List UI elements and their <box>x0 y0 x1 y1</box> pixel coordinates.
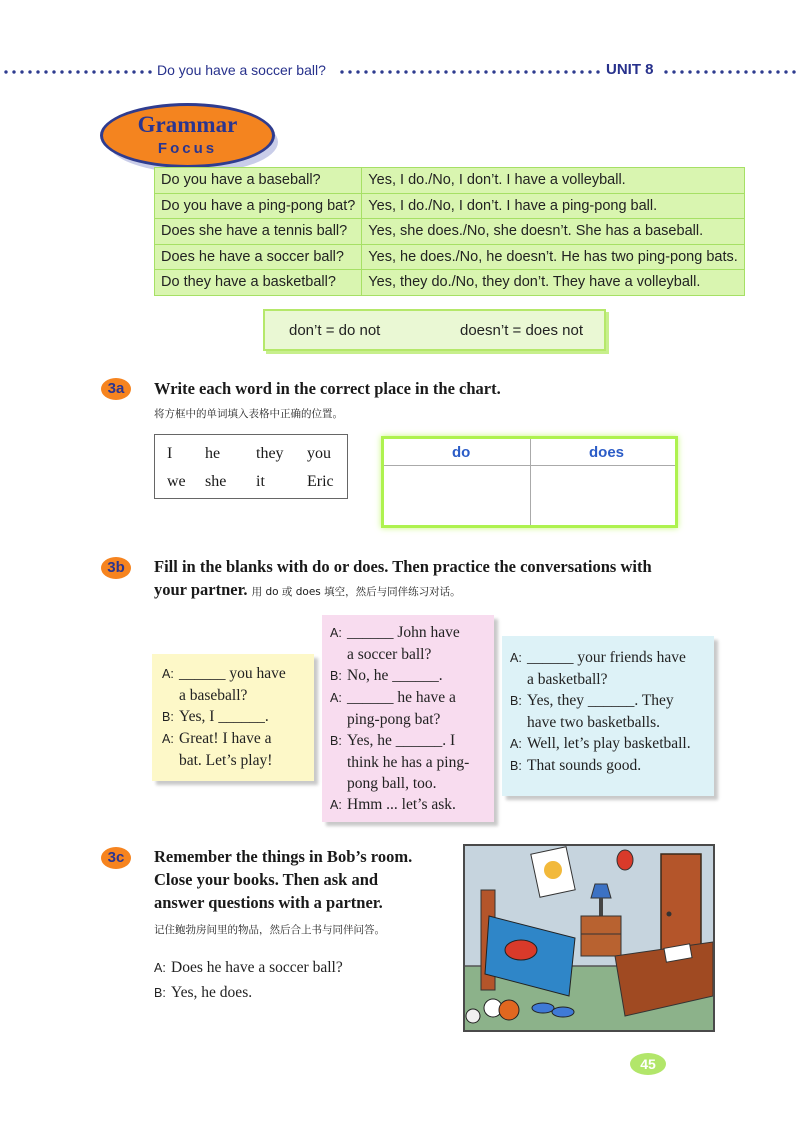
exercise-3a-instruction-cn: 将方框中的单词填入表格中正确的位置。 <box>154 408 343 420</box>
dialog-line: ping-pong bat? <box>347 711 441 728</box>
dialog-line: A: Hmm ... let’s ask. <box>330 796 456 813</box>
word-item: he <box>205 445 221 462</box>
page-header <box>0 60 800 82</box>
header-dots-middle <box>338 70 602 74</box>
dialog-line: B: No, he ______. <box>330 667 443 684</box>
contraction-doesnt: doesn’t = does not <box>460 322 584 339</box>
grammar-table <box>154 167 745 296</box>
exercise-3b-instruction-cn: 用 do 或 does 填空，然后与同伴练习对话。 <box>251 586 461 598</box>
contractions-box <box>263 309 606 351</box>
dialog-line: have two basketballs. <box>527 714 661 731</box>
dialog-line: A: Does he have a soccer ball? <box>154 959 343 976</box>
conversation-card-2 <box>322 615 494 822</box>
header-title: Do you have a soccer ball? <box>154 62 329 78</box>
exercise-3b-line2: your partner. <box>154 580 248 599</box>
word-item: she <box>205 473 227 490</box>
dialog-line: a baseball? <box>179 687 248 704</box>
dialog-line: A: ______ your friends have <box>510 649 686 666</box>
chart-header-do: do <box>452 444 471 461</box>
header-dots-right <box>662 70 798 74</box>
dialog-line: A: ______ you have <box>162 665 286 682</box>
dialog-line: B: Yes, I ______. <box>162 708 269 725</box>
page-number: 45 <box>630 1053 666 1075</box>
word-item: Eric <box>307 473 334 490</box>
table-row <box>155 219 745 245</box>
word-item: you <box>307 445 331 462</box>
dialog-line: A: Well, let’s play basketball. <box>510 735 691 752</box>
dialog-line: B: That sounds good. <box>510 757 642 774</box>
answer-cell: Yes, he does./No, he doesn’t. He has two ping-pong bats. <box>362 244 744 270</box>
exercise-3b-line1: Fill in the blanks with do or does. Then practice the conversations with <box>154 557 652 576</box>
example-dialog <box>154 957 343 1004</box>
exercise-3c-instruction: Remember the things in Bob’s room. Close your books. Then ask and answer questions with a partner. <box>154 847 413 912</box>
dialog-line: B: Yes, he does. <box>154 984 253 1001</box>
contraction-dont: don’t = do not <box>289 322 381 339</box>
answer-cell: Yes, she does./No, she doesn’t. She has a baseball. <box>362 219 744 245</box>
question-cell: Does she have a tennis ball? <box>155 219 362 245</box>
header-dots-left <box>2 70 154 74</box>
exercise-3a-number: 3a <box>101 378 131 400</box>
table-row <box>155 193 745 219</box>
table-row <box>155 270 745 296</box>
word-item: we <box>167 473 186 490</box>
question-cell: Do you have a baseball? <box>155 168 362 194</box>
exercise-3b-instruction <box>154 555 724 604</box>
dialog-line: A: ______ he have a <box>330 689 456 706</box>
badge-title: Grammar <box>137 112 238 137</box>
table-row <box>155 168 745 194</box>
do-does-chart <box>381 436 678 528</box>
exercise-3c-number: 3c <box>101 847 131 869</box>
dialog-line: B: Yes, they ______. They <box>510 692 674 709</box>
word-box <box>154 434 348 499</box>
question-cell: Do they have a basketball? <box>155 270 362 296</box>
dialog-line: a soccer ball? <box>347 646 432 663</box>
chart-divider <box>530 439 531 525</box>
answer-cell: Yes, they do./No, they don’t. They have a volleyball. <box>362 270 744 296</box>
word-item: it <box>256 473 265 490</box>
room-picture <box>465 846 713 1030</box>
chart-header-does: does <box>589 444 625 461</box>
bobs-room-illustration <box>463 844 715 1032</box>
table-row <box>155 244 745 270</box>
word-item: I <box>167 445 173 462</box>
answer-cell: Yes, I do./No, I don’t. I have a volleyball. <box>362 168 744 194</box>
badge-subtitle: Focus <box>157 140 218 157</box>
exercise-3b-number: 3b <box>101 557 131 579</box>
dialog-line: A: Great! I have a <box>162 730 272 747</box>
exercise-3c-instruction-cn: 记住鲍勃房间里的物品，然后合上书与同伴问答。 <box>154 924 385 936</box>
question-cell: Does he have a soccer ball? <box>155 244 362 270</box>
exercise-3a-instruction: Write each word in the correct place in the chart. <box>154 379 501 398</box>
dialog-line: pong ball, too. <box>347 775 437 792</box>
grammar-focus-badge <box>100 103 275 168</box>
dialog-line: think he has a ping- <box>347 754 470 771</box>
word-item: they <box>256 445 284 462</box>
answer-cell: Yes, I do./No, I don’t. I have a ping-pong ball. <box>362 193 744 219</box>
dialog-line: a basketball? <box>527 671 608 688</box>
dialog-line: B: Yes, he ______. I <box>330 732 456 749</box>
unit-label: UNIT 8 <box>603 61 657 78</box>
dialog-line: A: ______ John have <box>330 624 460 641</box>
conversation-card-1 <box>152 654 314 781</box>
conversation-card-3 <box>502 636 714 796</box>
dialog-line: bat. Let’s play! <box>179 752 273 769</box>
question-cell: Do you have a ping-pong bat? <box>155 193 362 219</box>
